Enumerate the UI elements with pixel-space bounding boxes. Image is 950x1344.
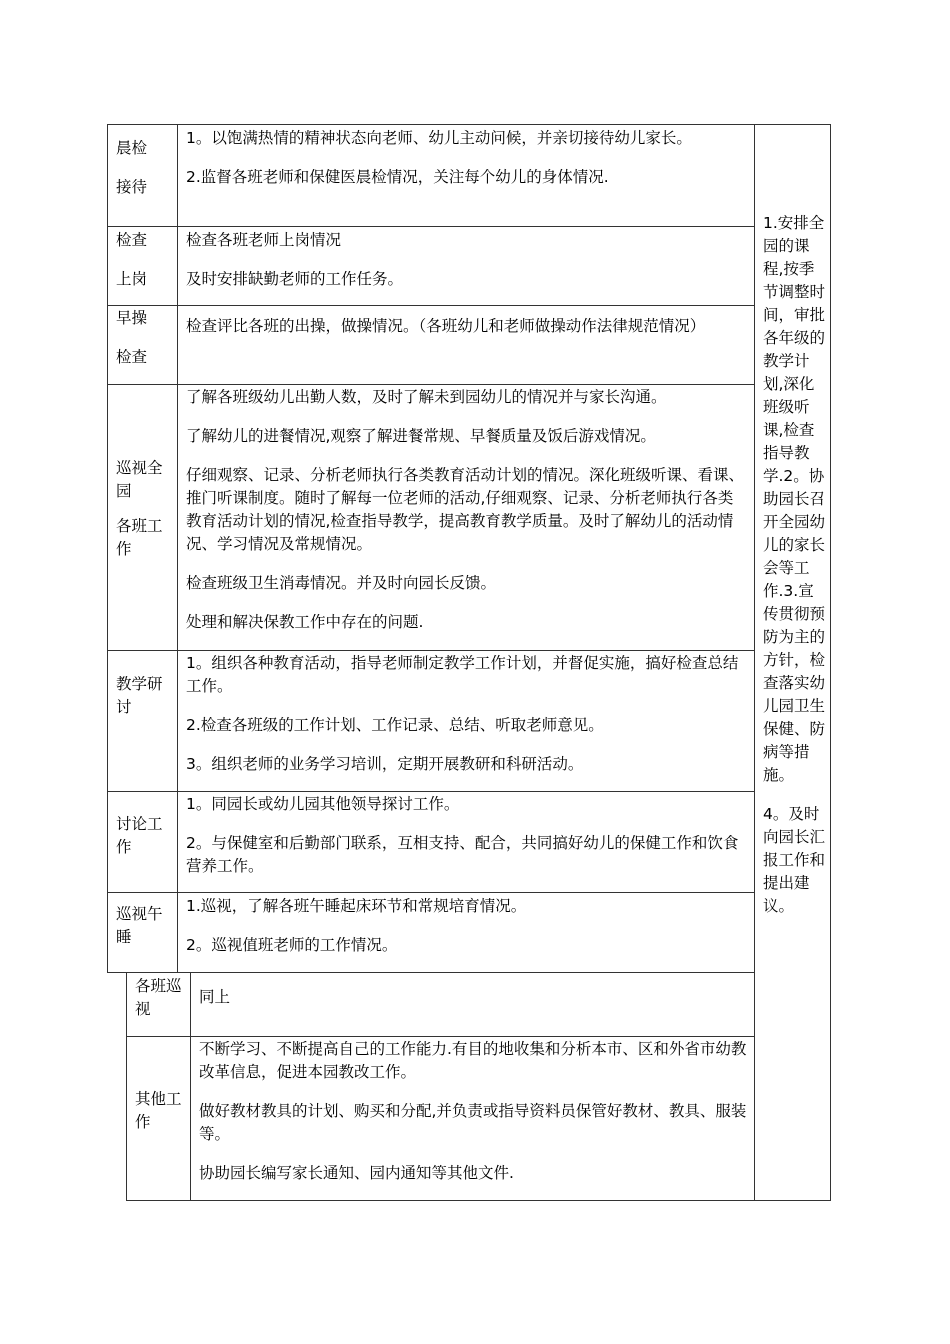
row-label-line: 巡视全园 [116, 459, 163, 500]
grid-line [126, 1036, 755, 1037]
row-label-class-patrol [127, 975, 189, 1021]
row-label-line: 其他工作 [135, 1090, 182, 1131]
row-content-other-work [191, 1038, 754, 1201]
content-item: 2。与保健室和后勤部门联系，互相支持、配合，共同搞好幼儿的保健工作和饮食营养工作。 [186, 834, 739, 875]
content-item: 1。组织各种教育活动，指导老师制定教学工作计划，并督促实施，搞好检查总结工作。 [186, 654, 739, 695]
content-item: 及时安排缺勤老师的工作任务。 [186, 270, 404, 288]
row-label-line: 早操 [116, 309, 148, 327]
row-content-exercise-check [178, 315, 754, 354]
row-label-line: 检查 [116, 231, 148, 249]
content-item: 检查各班老师上岗情况 [186, 231, 342, 249]
row-label-line: 巡视午睡 [116, 905, 163, 946]
content-item: 2.检查各班级的工作计划、工作记录、总结、听取老师意见。 [186, 716, 604, 734]
row-content-patrol-classes [178, 386, 754, 650]
row-label-line: 各班巡视 [135, 977, 182, 1018]
row-label-teaching-research [108, 673, 176, 719]
grid-line [107, 226, 755, 227]
content-item: 2.监督各班老师和保健医晨检情况，关注每个幼儿的身体情况. [186, 168, 609, 186]
content-item: 了解各班级幼儿出勤人数，及时了解未到园幼儿的情况并与家长沟通。 [186, 388, 667, 406]
content-item: 同上 [199, 988, 231, 1006]
row-label-exercise-check [108, 307, 176, 369]
content-item: 检查评比各班的出操，做操情况。（各班幼儿和老师做操动作法律规范情况） [186, 317, 706, 335]
row-label-line: 接待 [116, 178, 148, 196]
side-text: 4。及时向园长汇报工作和提出建议。 [763, 805, 826, 915]
content-item: 检查班级卫生消毒情况。并及时向园长反馈。 [186, 574, 497, 592]
grid-line [107, 124, 831, 125]
content-item: 1。以饱满热情的精神状态向老师、幼儿主动问候，并亲切接待幼儿家长。 [186, 129, 692, 147]
row-content-duty-check [178, 229, 754, 307]
row-label-line: 晨检 [116, 139, 148, 157]
content-item: 了解幼儿的进餐情况,观察了解进餐常规、早餐质量及饭后游戏情况。 [186, 427, 656, 445]
row-label-discussion [108, 813, 176, 859]
row-label-line: 检查 [116, 348, 148, 366]
row-content-class-patrol [191, 986, 754, 1025]
row-label-line: 各班工作 [116, 517, 163, 558]
grid-line [830, 124, 831, 1201]
row-label-line: 教学研讨 [116, 675, 163, 716]
row-label-line: 上岗 [116, 270, 148, 288]
content-item: 协助园长编写家长通知、园内通知等其他文件. [199, 1164, 514, 1182]
row-content-morning-check [178, 127, 754, 205]
side-text: 1.安排全园的课程,按季节调整时间，审批各年级的教学计划,深化班级听课,检查指导教学.2。协助园长召开全园幼儿的家长会等工作.3.宣传贯彻预防为主的方针，检查落实幼儿园卫生保健、防病等措施。 [763, 214, 826, 784]
row-label-morning-check [108, 137, 176, 199]
content-item: 1。同园长或幼儿园其他领导探讨工作。 [186, 795, 460, 813]
row-label-patrol-classes [108, 457, 176, 561]
row-content-discussion [178, 793, 754, 894]
grid-line [107, 384, 755, 385]
row-label-other-work [127, 1088, 189, 1134]
row-label-line: 讨论工作 [116, 815, 163, 856]
row-label-nap-patrol [108, 903, 176, 949]
content-item: 1.巡视，了解各班午睡起床环节和常规培育情况。 [186, 897, 527, 915]
content-item: 处理和解决保教工作中存在的问题. [186, 613, 424, 631]
side-column [755, 212, 830, 934]
content-item: 仔细观察、记录、分析老师执行各类教育活动计划的情况。深化班级听课、看课、推门听课制度。随时了解每一位老师的活动,仔细观察、记录、分析老师执行各类教育活动计划的情况,检查指导教学，提高教育教学质量。及时了解幼儿的活动情况、学习情况及常规情况。 [186, 466, 745, 553]
content-item: 3。组织老师的业务学习培训，定期开展教研和科研活动。 [186, 755, 584, 773]
content-item: 做好教材教具的计划、购买和分配,并负责或指导资料员保管好教材、教具、服装等。 [199, 1102, 747, 1143]
row-content-teaching-research [178, 652, 754, 792]
row-label-duty-check [108, 229, 176, 291]
grid-line [107, 650, 755, 651]
content-item: 2。巡视值班老师的工作情况。 [186, 936, 398, 954]
row-content-nap-patrol [178, 895, 754, 973]
content-item: 不断学习、不断提高自己的工作能力.有目的地收集和分析本市、区和外省市幼教改革信息，促进本园教改工作。 [199, 1040, 747, 1081]
